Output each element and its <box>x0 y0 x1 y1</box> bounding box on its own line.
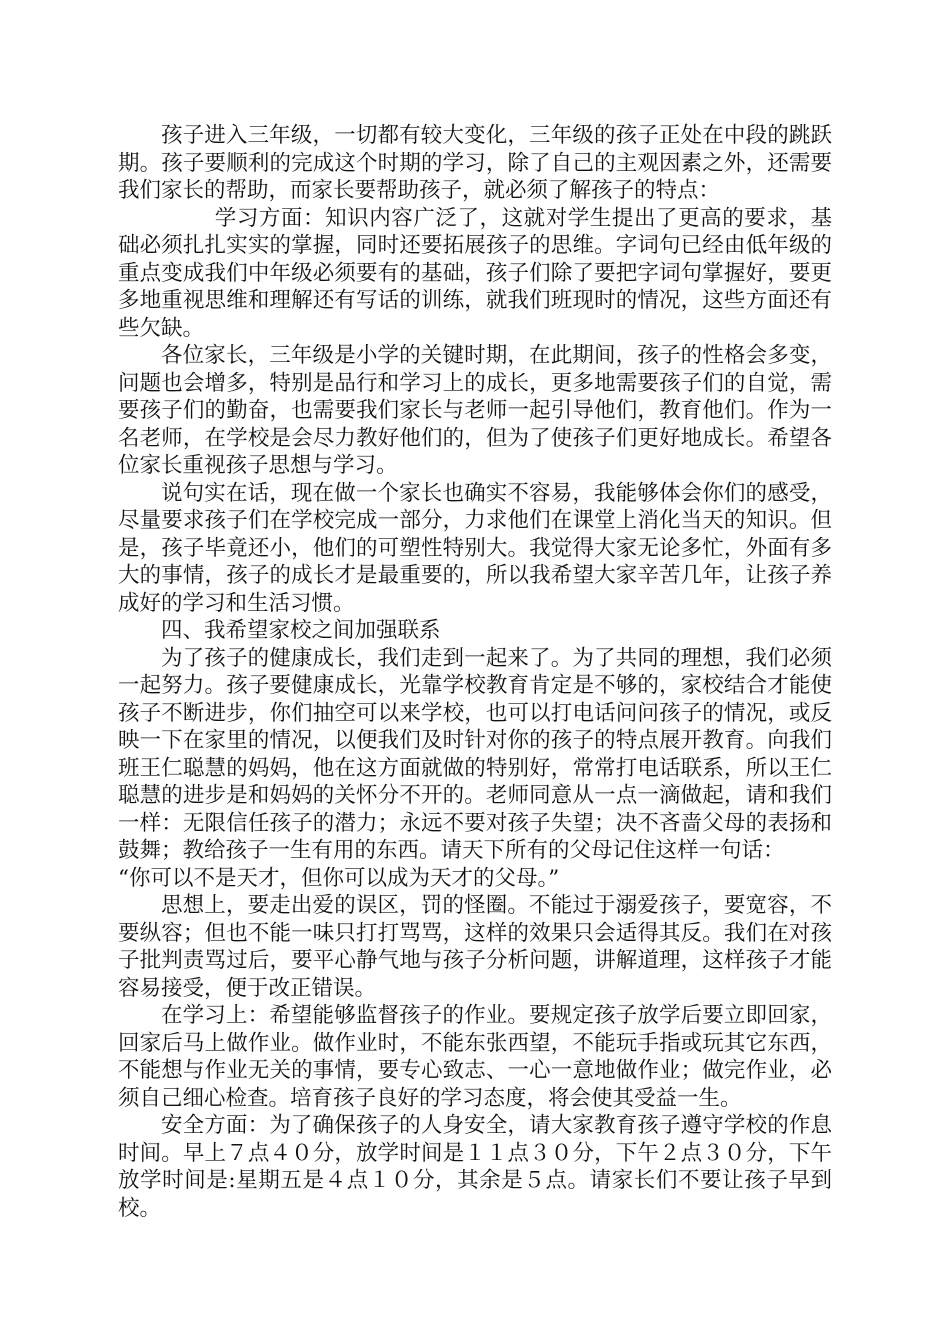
paragraph-study-aspect: 学习方面：知识内容广泛了，这就对学生提出了更高的要求，基础必须扎扎实实的掌握，同时还要拓展孩子的思维。字词句已经由低年级的重点变成我们中年级必须要有的基础，孩子们除了要把字词句掌握好，要更多地重视思维和理解还有写话的训练，就我们班现时的情况，这些方面还有些欠缺。 <box>118 205 832 341</box>
paragraph-home-school-contact: 为了孩子的健康成长，我们走到一起来了。为了共同的理想，我们必须一起努力。孩子要健康成长，光靠学校教育肯定是不够的，家校结合才能使孩子不断进步，你们抽空可以来学校，也可以打电话问问孩子的情况，或反映一下在家里的情况，以便我们及时针对你的孩子的特点展开教育。向我们班王仁聪慧的妈妈，他在这方面就做的特别好，常常打电话联系，所以王仁聪慧的进步是和妈妈的关怀分不开的。老师同意从一点一滴做起，请和我们一样：无限信任孩子的潜力；永远不要对孩子失望；决不吝啬父母的表扬和鼓舞；教给孩子一生有用的东西。请天下所有的父母记住这样一句话： <box>118 645 832 863</box>
paragraph-intro: 孩子进入三年级，一切都有较大变化，三年级的孩子正处在中段的跳跃期。孩子要顺利的完成这个时期的学习，除了自己的主观因素之外，还需要我们家长的帮助，而家长要帮助孩子，就必须了解孩子的特点： <box>118 123 832 203</box>
section-heading-home-school: 四、我希望家校之间加强联系 <box>161 618 441 643</box>
paragraph-safety: 安全方面：为了确保孩子的人身安全，请大家教育孩子遵守学校的作息时间。早上７点４０分，放学时间是１１点３０分，下午２点３０分，下午放学时间是:星期五是４点１０分，其余是５点。请家长们不要让孩子早到校。 <box>118 1113 832 1221</box>
paragraph-parents-difficulty: 说句实在话，现在做一个家长也确实不容易，我能够体会你们的感受，尽量要求孩子们在学校完成一部分，力求他们在课堂上消化当天的知识。但是，孩子毕竟还小，他们的可塑性特别大。我觉得大家无论多忙，外面有多大的事情，孩子的成长才是最重要的，所以我希望大家辛苦几年，让孩子养成好的学习和生活习惯。 <box>118 480 832 616</box>
paragraph-parents-grade-three: 各位家长，三年级是小学的关键时期，在此期间，孩子的性格会多变，问题也会增多，特别是品行和学习上的成长，更多地需要孩子们的自觉，需要孩子们的勤奋，也需要我们家长与老师一起引导他们，教育他们。作为一名老师，在学校是会尽力教好他们的，但为了使孩子们更好地成长。希望各位家长重视孩子思想与学习。 <box>118 343 832 478</box>
quote-genius-parents: “你可以不是天才，但你可以成为天才的父母。” <box>118 865 560 891</box>
paragraph-homework: 在学习上：希望能够监督孩子的作业。要规定孩子放学后要立即回家，回家后马上做作业。做作业时，不能东张西望，不能玩手指或玩其它东西，不能想与作业无关的事情，要专心致志、一心一意地做作业；做完作业，必须自己细心检查。培育孩子良好的学习态度，将会使其受益一生。 <box>118 1003 832 1111</box>
document-body <box>118 122 832 1222</box>
paragraph-thinking: 思想上，要走出爱的误区，罚的怪圈。不能过于溺爱孩子，要宽容，不要纵容；但也不能一味只打打骂骂，这样的效果只会适得其反。我们在对孩子批判责骂过后，要平心静气地与孩子分析问题，讲解道理，这样孩子才能容易接受，便于改正错误。 <box>118 893 832 1001</box>
